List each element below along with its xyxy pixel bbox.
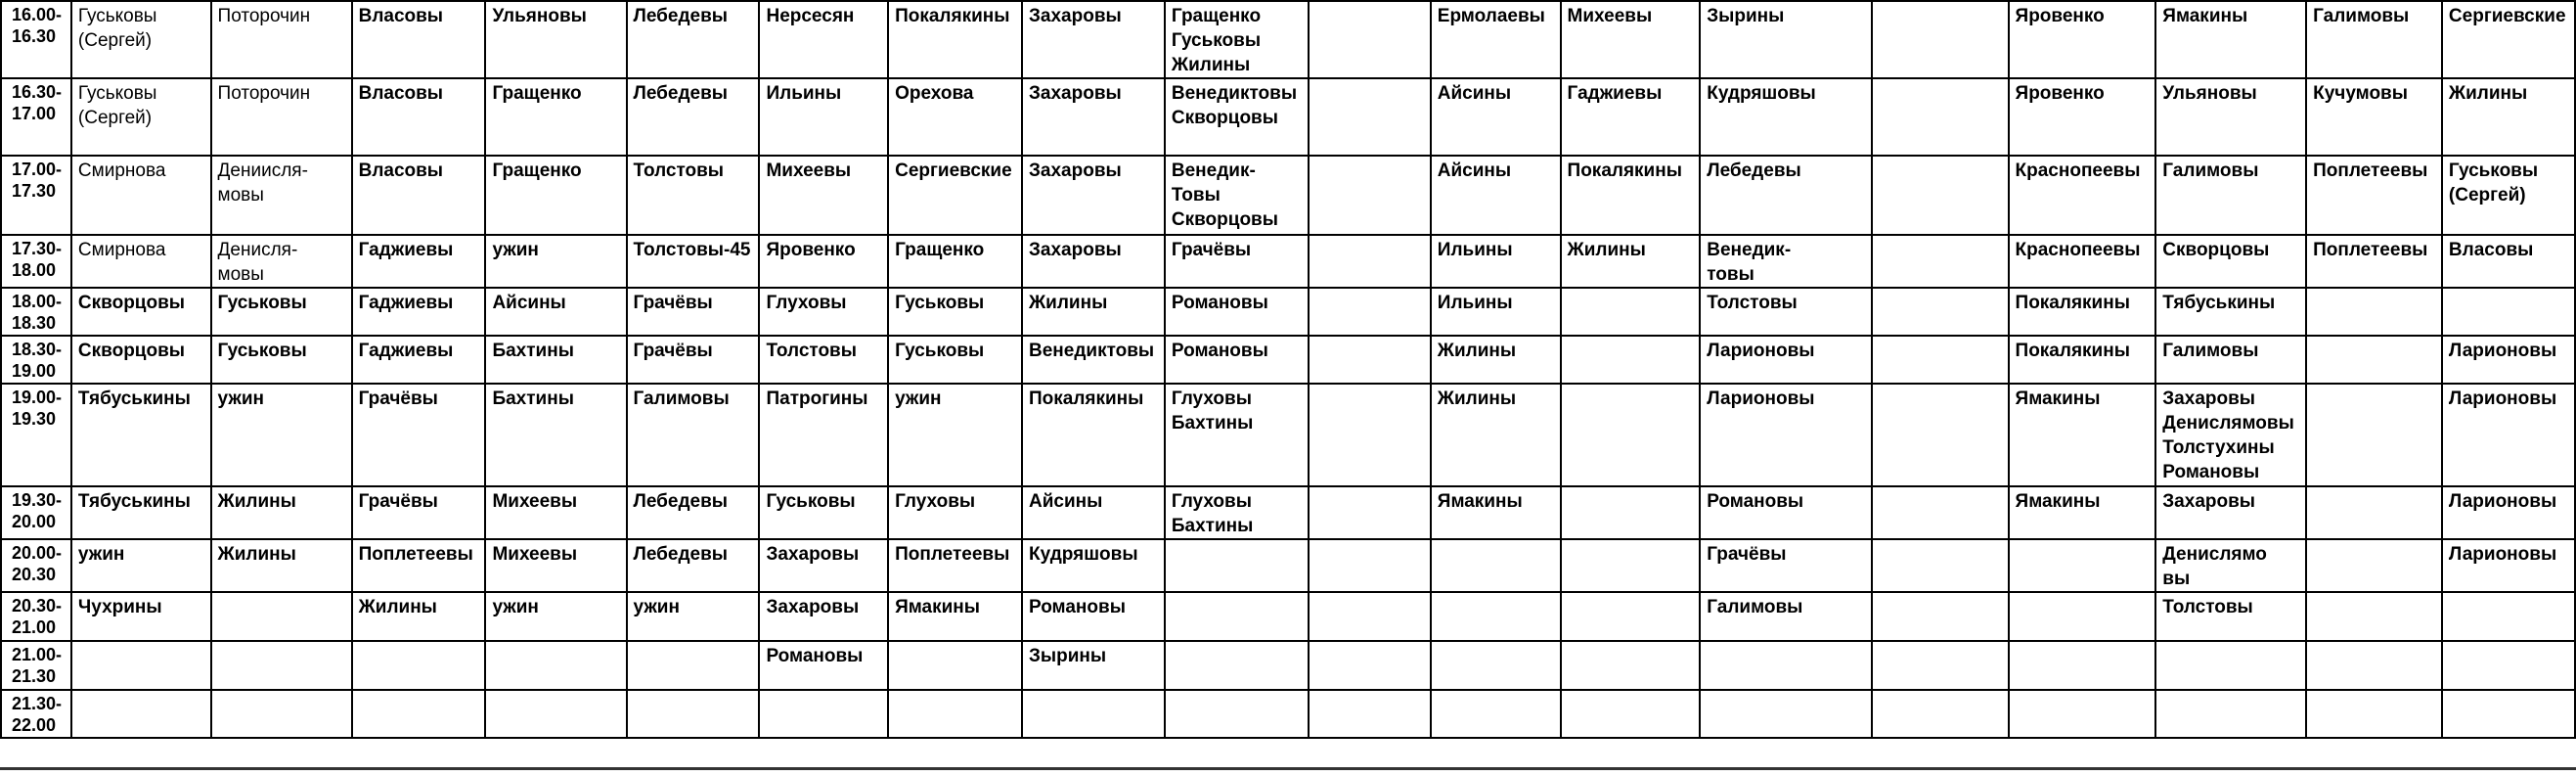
schedule-cell-team-q [2306, 384, 2442, 486]
schedule-cell-team-k: Ильины [1431, 288, 1561, 336]
schedule-cell-team-g: Покалякины [888, 1, 1022, 78]
schedule-cell-team-m: Романовы [1700, 486, 1872, 539]
time-slot-cell: 21.00- 21.30 [1, 641, 71, 690]
schedule-cell-team-h: Зырины [1022, 641, 1165, 690]
schedule-cell-team-o: Краснопеевы [2009, 156, 2156, 235]
schedule-cell-team-h: Покалякины [1022, 384, 1165, 486]
schedule-cell-team-m [1700, 641, 1872, 690]
schedule-cell-team-r: Ларионовы [2442, 384, 2575, 486]
schedule-cell-team-m: Галимовы [1700, 592, 1872, 641]
schedule-cell-team-c: Гаджиевы [352, 235, 486, 288]
schedule-cell-team-e: Галимовы [627, 384, 760, 486]
schedule-cell-team-i: Венедиктовы Скворцовы [1165, 78, 1309, 156]
schedule-cell-team-e: Лебедевы [627, 539, 760, 592]
schedule-cell-team-f: Захаровы [759, 592, 888, 641]
schedule-cell-team-g [888, 690, 1022, 738]
schedule-cell-team-o: Яровенко [2009, 1, 2156, 78]
schedule-cell-team-a: Чухрины [71, 592, 211, 641]
schedule-cell-team-e [627, 690, 760, 738]
schedule-cell-team-g: Ямакины [888, 592, 1022, 641]
schedule-cell-team-n [1872, 592, 2009, 641]
schedule-cell-team-j [1309, 592, 1431, 641]
schedule-cell-team-c: Жилины [352, 592, 486, 641]
schedule-cell-team-e: Лебедевы [627, 78, 760, 156]
schedule-cell-team-o: Краснопеевы [2009, 235, 2156, 288]
schedule-cell-team-a: Тябуськины [71, 384, 211, 486]
time-slot-cell: 19.30- 20.00 [1, 486, 71, 539]
schedule-cell-team-a [71, 641, 211, 690]
time-slot-cell: 16.30- 17.00 [1, 78, 71, 156]
schedule-cell-team-a [71, 690, 211, 738]
schedule-row [1, 384, 2575, 486]
schedule-cell-team-l [1561, 539, 1701, 592]
schedule-cell-team-g: Сергиевские [888, 156, 1022, 235]
schedule-cell-team-o: Ямакины [2009, 384, 2156, 486]
schedule-cell-team-e: ужин [627, 592, 760, 641]
schedule-cell-team-q [2306, 592, 2442, 641]
schedule-cell-team-h: Захаровы [1022, 235, 1165, 288]
schedule-cell-team-b [211, 592, 352, 641]
schedule-cell-team-c: Власовы [352, 78, 486, 156]
schedule-cell-team-o [2009, 539, 2156, 592]
schedule-cell-team-k [1431, 539, 1561, 592]
schedule-cell-team-k: Ильины [1431, 235, 1561, 288]
schedule-cell-team-p: Захаровы [2155, 486, 2306, 539]
schedule-cell-team-k [1431, 641, 1561, 690]
schedule-cell-team-p [2155, 690, 2306, 738]
schedule-cell-team-k [1431, 592, 1561, 641]
schedule-cell-team-a: Смирнова [71, 235, 211, 288]
schedule-cell-team-d: Михеевы [485, 539, 626, 592]
schedule-cell-team-l [1561, 486, 1701, 539]
schedule-cell-team-l [1561, 690, 1701, 738]
schedule-cell-team-b: Поторочин [211, 1, 352, 78]
schedule-cell-team-p: Ульяновы [2155, 78, 2306, 156]
schedule-cell-team-o [2009, 592, 2156, 641]
schedule-cell-team-f: Глуховы [759, 288, 888, 336]
schedule-cell-team-b: Гуськовы [211, 336, 352, 384]
schedule-cell-team-d: Михеевы [485, 486, 626, 539]
schedule-cell-team-i [1165, 641, 1309, 690]
schedule-cell-team-r: Гуськовы (Сергей) [2442, 156, 2575, 235]
schedule-cell-team-d [485, 690, 626, 738]
schedule-cell-team-f [759, 690, 888, 738]
schedule-cell-team-i: Романовы [1165, 336, 1309, 384]
time-slot-cell: 16.00- 16.30 [1, 1, 71, 78]
schedule-cell-team-o: Покалякины [2009, 288, 2156, 336]
schedule-row [1, 690, 2575, 738]
schedule-body [1, 1, 2575, 738]
time-slot-cell: 18.00- 18.30 [1, 288, 71, 336]
schedule-cell-team-q [2306, 336, 2442, 384]
schedule-cell-team-q [2306, 690, 2442, 738]
schedule-cell-team-k: Ямакины [1431, 486, 1561, 539]
schedule-cell-team-h: Жилины [1022, 288, 1165, 336]
schedule-cell-team-k: Жилины [1431, 336, 1561, 384]
schedule-cell-team-j [1309, 336, 1431, 384]
schedule-cell-team-g: Гуськовы [888, 336, 1022, 384]
page-bottom-rule [0, 767, 2576, 770]
schedule-cell-team-h: Айсины [1022, 486, 1165, 539]
schedule-cell-team-e [627, 641, 760, 690]
schedule-cell-team-e: Толстовы [627, 156, 760, 235]
schedule-cell-team-q [2306, 288, 2442, 336]
schedule-cell-team-c: Гаджиевы [352, 288, 486, 336]
schedule-cell-team-r [2442, 641, 2575, 690]
time-slot-cell: 21.30- 22.00 [1, 690, 71, 738]
schedule-cell-team-j [1309, 384, 1431, 486]
schedule-cell-team-k: Жилины [1431, 384, 1561, 486]
schedule-row [1, 78, 2575, 156]
schedule-cell-team-i: Романовы [1165, 288, 1309, 336]
schedule-cell-team-m: Зырины [1700, 1, 1872, 78]
schedule-cell-team-i: Глуховы Бахтины [1165, 486, 1309, 539]
schedule-cell-team-p: Тябуськины [2155, 288, 2306, 336]
schedule-cell-team-l: Гаджиевы [1561, 78, 1701, 156]
schedule-cell-team-p: Галимовы [2155, 336, 2306, 384]
schedule-cell-team-c: Власовы [352, 1, 486, 78]
schedule-row [1, 156, 2575, 235]
schedule-cell-team-r: Ларионовы [2442, 486, 2575, 539]
time-slot-cell: 17.30- 18.00 [1, 235, 71, 288]
schedule-cell-team-k: Айсины [1431, 78, 1561, 156]
schedule-cell-team-a: Скворцовы [71, 336, 211, 384]
schedule-cell-team-i: Гращенко Гуськовы Жилины [1165, 1, 1309, 78]
schedule-cell-team-b: Поторочин [211, 78, 352, 156]
schedule-cell-team-n [1872, 78, 2009, 156]
schedule-cell-team-g [888, 641, 1022, 690]
time-slot-cell: 19.00- 19.30 [1, 384, 71, 486]
schedule-cell-team-l: Покалякины [1561, 156, 1701, 235]
schedule-cell-team-k: Ермолаевы [1431, 1, 1561, 78]
time-slot-cell: 18.30- 19.00 [1, 336, 71, 384]
schedule-cell-team-c [352, 690, 486, 738]
schedule-cell-team-l: Жилины [1561, 235, 1701, 288]
schedule-cell-team-f: Ильины [759, 78, 888, 156]
schedule-cell-team-h: Венедиктовы [1022, 336, 1165, 384]
schedule-row [1, 486, 2575, 539]
schedule-cell-team-q: Кучумовы [2306, 78, 2442, 156]
schedule-cell-team-l: Михеевы [1561, 1, 1701, 78]
schedule-cell-team-g: Глуховы [888, 486, 1022, 539]
schedule-cell-team-p: Галимовы [2155, 156, 2306, 235]
schedule-cell-team-k [1431, 690, 1561, 738]
schedule-cell-team-b: Дениисля- мовы [211, 156, 352, 235]
time-slot-cell: 17.00- 17.30 [1, 156, 71, 235]
schedule-cell-team-b [211, 641, 352, 690]
schedule-cell-team-b: Жилины [211, 539, 352, 592]
schedule-cell-team-c: Власовы [352, 156, 486, 235]
schedule-cell-team-g: Гуськовы [888, 288, 1022, 336]
schedule-cell-team-f: Нерсесян [759, 1, 888, 78]
schedule-cell-team-q: Поплетеевы [2306, 235, 2442, 288]
schedule-cell-team-d [485, 641, 626, 690]
schedule-cell-team-o: Покалякины [2009, 336, 2156, 384]
schedule-cell-team-p: Захаровы Денислямовы Толстухины Романовы [2155, 384, 2306, 486]
schedule-cell-team-r: Сергиевские [2442, 1, 2575, 78]
schedule-cell-team-r [2442, 690, 2575, 738]
schedule-row [1, 288, 2575, 336]
schedule-cell-team-m: Венедик- товы [1700, 235, 1872, 288]
schedule-cell-team-i: Глуховы Бахтины [1165, 384, 1309, 486]
schedule-cell-team-f: Захаровы [759, 539, 888, 592]
schedule-cell-team-e: Грачёвы [627, 288, 760, 336]
schedule-cell-team-e: Лебедевы [627, 486, 760, 539]
schedule-cell-team-b: ужин [211, 384, 352, 486]
schedule-cell-team-d: Гращенко [485, 78, 626, 156]
schedule-cell-team-m: Грачёвы [1700, 539, 1872, 592]
schedule-cell-team-d: Бахтины [485, 384, 626, 486]
schedule-cell-team-q [2306, 539, 2442, 592]
schedule-cell-team-n [1872, 336, 2009, 384]
schedule-cell-team-n [1872, 1, 2009, 78]
schedule-cell-team-h [1022, 690, 1165, 738]
schedule-cell-team-n [1872, 641, 2009, 690]
schedule-cell-team-m: Кудряшовы [1700, 78, 1872, 156]
schedule-cell-team-g: Гращенко [888, 235, 1022, 288]
schedule-cell-team-a: Тябуськины [71, 486, 211, 539]
schedule-cell-team-d: Бахтины [485, 336, 626, 384]
schedule-cell-team-j [1309, 690, 1431, 738]
schedule-row [1, 235, 2575, 288]
schedule-cell-team-n [1872, 690, 2009, 738]
schedule-cell-team-i [1165, 690, 1309, 738]
schedule-cell-team-i [1165, 539, 1309, 592]
schedule-cell-team-d: ужин [485, 235, 626, 288]
schedule-row [1, 592, 2575, 641]
schedule-cell-team-g: Орехова [888, 78, 1022, 156]
schedule-cell-team-d: Ульяновы [485, 1, 626, 78]
schedule-cell-team-a: Скворцовы [71, 288, 211, 336]
schedule-cell-team-l [1561, 641, 1701, 690]
schedule-cell-team-d: ужин [485, 592, 626, 641]
schedule-cell-team-p: Денислямо вы [2155, 539, 2306, 592]
schedule-cell-team-i: Грачёвы [1165, 235, 1309, 288]
schedule-cell-team-m [1700, 690, 1872, 738]
schedule-cell-team-h: Захаровы [1022, 1, 1165, 78]
schedule-cell-team-p: Ямакины [2155, 1, 2306, 78]
schedule-cell-team-r [2442, 592, 2575, 641]
schedule-cell-team-o [2009, 690, 2156, 738]
schedule-cell-team-q: Галимовы [2306, 1, 2442, 78]
schedule-cell-team-m: Ларионовы [1700, 336, 1872, 384]
schedule-cell-team-c: Поплетеевы [352, 539, 486, 592]
schedule-cell-team-b: Денисля- мовы [211, 235, 352, 288]
schedule-cell-team-c: Гаджиевы [352, 336, 486, 384]
schedule-cell-team-r: Ларионовы [2442, 539, 2575, 592]
schedule-cell-team-i [1165, 592, 1309, 641]
schedule-cell-team-f: Гуськовы [759, 486, 888, 539]
schedule-cell-team-a: Гуськовы (Сергей) [71, 78, 211, 156]
time-slot-cell: 20.30- 21.00 [1, 592, 71, 641]
schedule-cell-team-h: Захаровы [1022, 78, 1165, 156]
schedule-cell-team-e: Грачёвы [627, 336, 760, 384]
time-slot-cell: 20.00- 20.30 [1, 539, 71, 592]
schedule-cell-team-g: ужин [888, 384, 1022, 486]
schedule-row [1, 336, 2575, 384]
schedule-cell-team-c [352, 641, 486, 690]
schedule-cell-team-b: Жилины [211, 486, 352, 539]
schedule-cell-team-f: Михеевы [759, 156, 888, 235]
schedule-cell-team-p [2155, 641, 2306, 690]
schedule-cell-team-o: Ямакины [2009, 486, 2156, 539]
schedule-row [1, 539, 2575, 592]
schedule-cell-team-h: Кудряшовы [1022, 539, 1165, 592]
schedule-cell-team-c: Грачёвы [352, 486, 486, 539]
schedule-cell-team-a: Гуськовы (Сергей) [71, 1, 211, 78]
schedule-cell-team-j [1309, 288, 1431, 336]
schedule-cell-team-j [1309, 1, 1431, 78]
schedule-cell-team-n [1872, 156, 2009, 235]
schedule-cell-team-e: Лебедевы [627, 1, 760, 78]
schedule-cell-team-f: Патрогины [759, 384, 888, 486]
schedule-cell-team-c: Грачёвы [352, 384, 486, 486]
schedule-cell-team-n [1872, 486, 2009, 539]
schedule-cell-team-l [1561, 336, 1701, 384]
schedule-cell-team-b [211, 690, 352, 738]
schedule-cell-team-p: Толстовы [2155, 592, 2306, 641]
schedule-cell-team-m: Лебедевы [1700, 156, 1872, 235]
schedule-cell-team-n [1872, 235, 2009, 288]
schedule-cell-team-o: Яровенко [2009, 78, 2156, 156]
schedule-cell-team-d: Гращенко [485, 156, 626, 235]
schedule-cell-team-l [1561, 592, 1701, 641]
schedule-cell-team-l [1561, 288, 1701, 336]
schedule-cell-team-h: Романовы [1022, 592, 1165, 641]
schedule-cell-team-q [2306, 486, 2442, 539]
schedule-cell-team-f: Романовы [759, 641, 888, 690]
schedule-cell-team-n [1872, 288, 2009, 336]
schedule-cell-team-m: Толстовы [1700, 288, 1872, 336]
schedule-cell-team-n [1872, 539, 2009, 592]
schedule-cell-team-m: Ларионовы [1700, 384, 1872, 486]
schedule-cell-team-d: Айсины [485, 288, 626, 336]
schedule-cell-team-o [2009, 641, 2156, 690]
schedule-cell-team-p: Скворцовы [2155, 235, 2306, 288]
schedule-cell-team-j [1309, 539, 1431, 592]
schedule-cell-team-j [1309, 235, 1431, 288]
schedule-cell-team-f: Толстовы [759, 336, 888, 384]
schedule-cell-team-r: Власовы [2442, 235, 2575, 288]
schedule-row [1, 641, 2575, 690]
schedule-cell-team-g: Поплетеевы [888, 539, 1022, 592]
schedule-cell-team-e: Толстовы-45 [627, 235, 760, 288]
schedule-cell-team-q: Поплетеевы [2306, 156, 2442, 235]
schedule-cell-team-a: Смирнова [71, 156, 211, 235]
schedule-cell-team-n [1872, 384, 2009, 486]
schedule-cell-team-k: Айсины [1431, 156, 1561, 235]
schedule-cell-team-j [1309, 156, 1431, 235]
schedule-cell-team-l [1561, 384, 1701, 486]
schedule-cell-team-r [2442, 288, 2575, 336]
schedule-cell-team-r: Ларионовы [2442, 336, 2575, 384]
schedule-cell-team-j [1309, 78, 1431, 156]
schedule-cell-team-b: Гуськовы [211, 288, 352, 336]
schedule-cell-team-j [1309, 486, 1431, 539]
schedule-cell-team-q [2306, 641, 2442, 690]
schedule-cell-team-a: ужин [71, 539, 211, 592]
schedule-cell-team-h: Захаровы [1022, 156, 1165, 235]
schedule-cell-team-i: Венедик- Товы Скворцовы [1165, 156, 1309, 235]
schedule-cell-team-r: Жилины [2442, 78, 2575, 156]
schedule-row [1, 1, 2575, 78]
schedule-cell-team-f: Яровенко [759, 235, 888, 288]
schedule-cell-team-j [1309, 641, 1431, 690]
